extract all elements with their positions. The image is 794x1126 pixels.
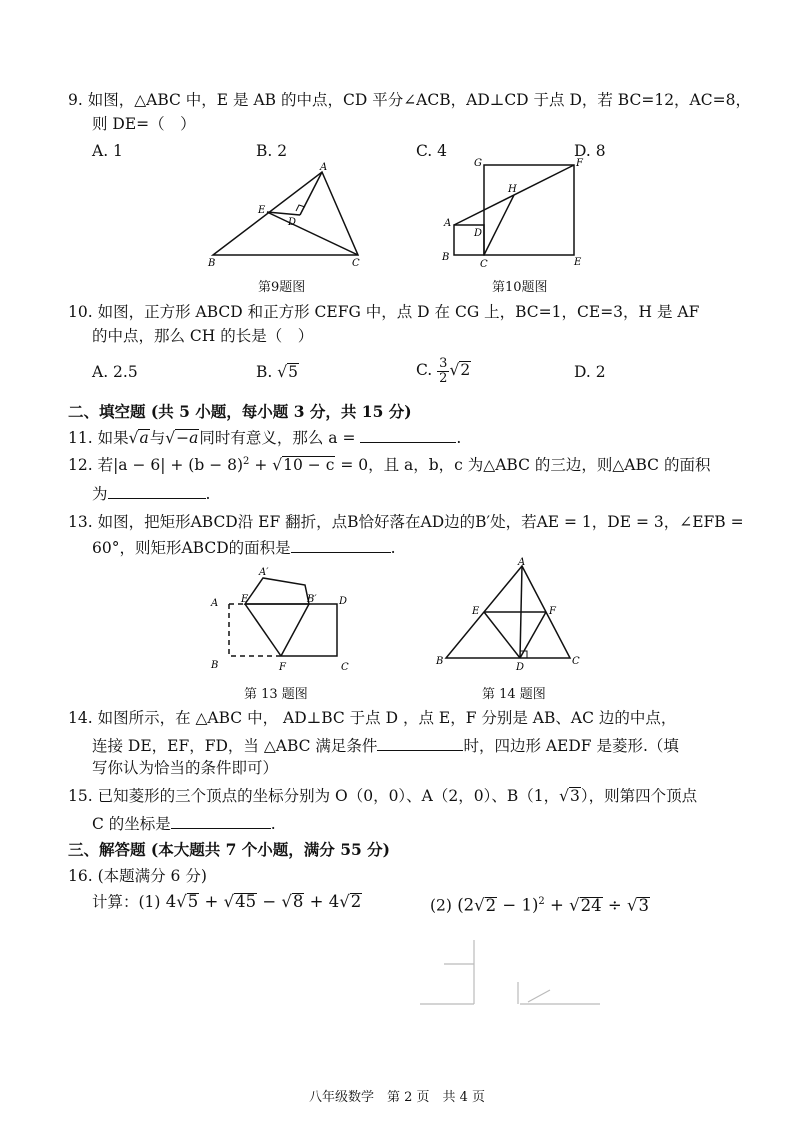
- figure-10: [438, 155, 588, 267]
- q15-text-line2: C 的坐标是 .: [92, 812, 276, 834]
- q12-text-line1: 12. 若$|a - 6| + (b - 8)^2 + √10 - c = 0$，且 a，b，c 为△ABC 的三边，则△ABC 的面积: [68, 456, 711, 475]
- q13-answer-blank[interactable]: [291, 536, 391, 553]
- f9-label-b: B: [208, 258, 216, 269]
- section2-title: 二、填空题 (共 5 小题，每小题 3 分，共 15 分): [68, 402, 412, 421]
- f13-label-c: C: [341, 662, 349, 673]
- q10-option-c: C. $\frac{3}{2}$ √2: [416, 355, 471, 386]
- f10-label-e: E: [574, 257, 582, 267]
- q14-text-line2: 连接 DE，EF，FD，当 △ABC 满足条件 时，四边形 AEDF 是菱形.（填: [92, 734, 679, 756]
- f13-label-d: D: [339, 596, 348, 607]
- f13-label-a: A: [211, 598, 219, 609]
- f10-label-h: H: [508, 184, 517, 195]
- q10-text-line2: 的中点，那么 CH 的长是（ ）: [92, 327, 314, 345]
- q9-option-a: A. 1: [92, 142, 123, 160]
- q10-text-line1: 10. 如图，正方形 ABCD 和正方形 CEFG 中，点 D 在 CG 上，BC=1，CE=3，H 是 AF: [68, 303, 700, 321]
- figure-9: [200, 160, 380, 270]
- q9-text-line2: 则 DE=（ ）: [92, 115, 196, 133]
- q10-option-a: A. 2.5: [92, 363, 138, 381]
- q14-text-line1: 14. 如图所示，在 △ABC 中， AD⊥BC 于点 D ，点 E，F 分别是 AB、AC 边的中点，: [68, 709, 677, 727]
- q9-option-b: B. 2: [256, 142, 288, 160]
- f13-label-b: B: [211, 660, 219, 671]
- f9-label-a: A: [320, 162, 328, 173]
- q14-answer-blank[interactable]: [377, 734, 463, 751]
- f9-label-e: E: [258, 205, 266, 216]
- q16-part2: (2) $(2√2 - 1)^2 + √24 \div √3$: [430, 895, 649, 915]
- f13-label-f: F: [279, 662, 286, 673]
- q16-part1: 计算：(1) 4√5 + √45 − √8 + 4√2: [92, 892, 362, 911]
- q11-answer-blank[interactable]: [360, 426, 456, 443]
- q14-text-line3: 写你认为恰当的条件即可）: [92, 759, 279, 777]
- q10-option-b: B. √5: [256, 363, 299, 381]
- fig13-caption: 第 13 题图: [244, 687, 308, 702]
- fig10-caption: 第10题图: [492, 280, 548, 295]
- f10-label-c: C: [480, 259, 488, 267]
- q12-answer-blank[interactable]: [108, 482, 206, 499]
- q15-answer-blank[interactable]: [171, 812, 271, 829]
- q13-text-line1: 13. 如图，把矩形ABCD沿 EF 翻折，点B恰好落在AD边的B′处，若AE = 1，DE = 3，∠EFB =: [68, 513, 744, 531]
- f9-label-c: C: [352, 258, 360, 269]
- f10-label-g: G: [474, 158, 482, 169]
- f10-label-a: A: [444, 218, 452, 229]
- fig9-caption: 第9题图: [258, 280, 306, 295]
- f13-label-e: E: [241, 594, 249, 605]
- q9-option-d: D. 8: [574, 142, 606, 160]
- f14-label-b: B: [436, 656, 444, 667]
- q9-option-c: C. 4: [416, 142, 448, 160]
- figure-13: [205, 562, 365, 674]
- f14-label-a: A: [518, 557, 526, 568]
- f14-label-e: E: [472, 606, 480, 617]
- f10-label-b: B: [442, 252, 450, 263]
- f14-label-d: D: [516, 662, 525, 673]
- fig14-caption: 第 14 题图: [482, 687, 546, 702]
- f14-label-f: F: [549, 606, 556, 617]
- f14-label-c: C: [572, 656, 580, 667]
- q9-text-line1: 9. 如图，△ABC 中，E 是 AB 的中点，CD 平分∠ACB，AD⊥CD 于点 D，若 BC=12，AC=8，: [68, 91, 751, 109]
- f10-label-f: F: [576, 158, 583, 169]
- f10-label-d: D: [474, 228, 483, 239]
- f9-label-d: D: [288, 217, 297, 228]
- figure-14: [432, 556, 592, 674]
- section3-title: 三、解答题 (本大题共 7 个小题，满分 55 分): [68, 840, 391, 859]
- q13-text-line2: 60°，则矩形ABCD的面积是 .: [92, 536, 396, 558]
- scan-artifact: [410, 938, 610, 1010]
- f13-label-bprime: B′: [307, 594, 317, 605]
- q10-option-d: D. 2: [574, 363, 606, 381]
- q12-text-line2: 为 .: [92, 482, 210, 504]
- q11-text: 11. 如果√a与√−a同时有意义，那么 a = .: [68, 426, 461, 448]
- f13-label-aprime: A′: [259, 567, 269, 578]
- q15-text-line1: 15. 已知菱形的三个顶点的坐标分别为 O（0，0）、A（2，0）、B（1，√3），则第四个顶点: [68, 787, 698, 805]
- q16-head: 16. (本题满分 6 分): [68, 867, 207, 885]
- page-footer: 八年级数学 第 2 页 共 4 页: [308, 1090, 486, 1105]
